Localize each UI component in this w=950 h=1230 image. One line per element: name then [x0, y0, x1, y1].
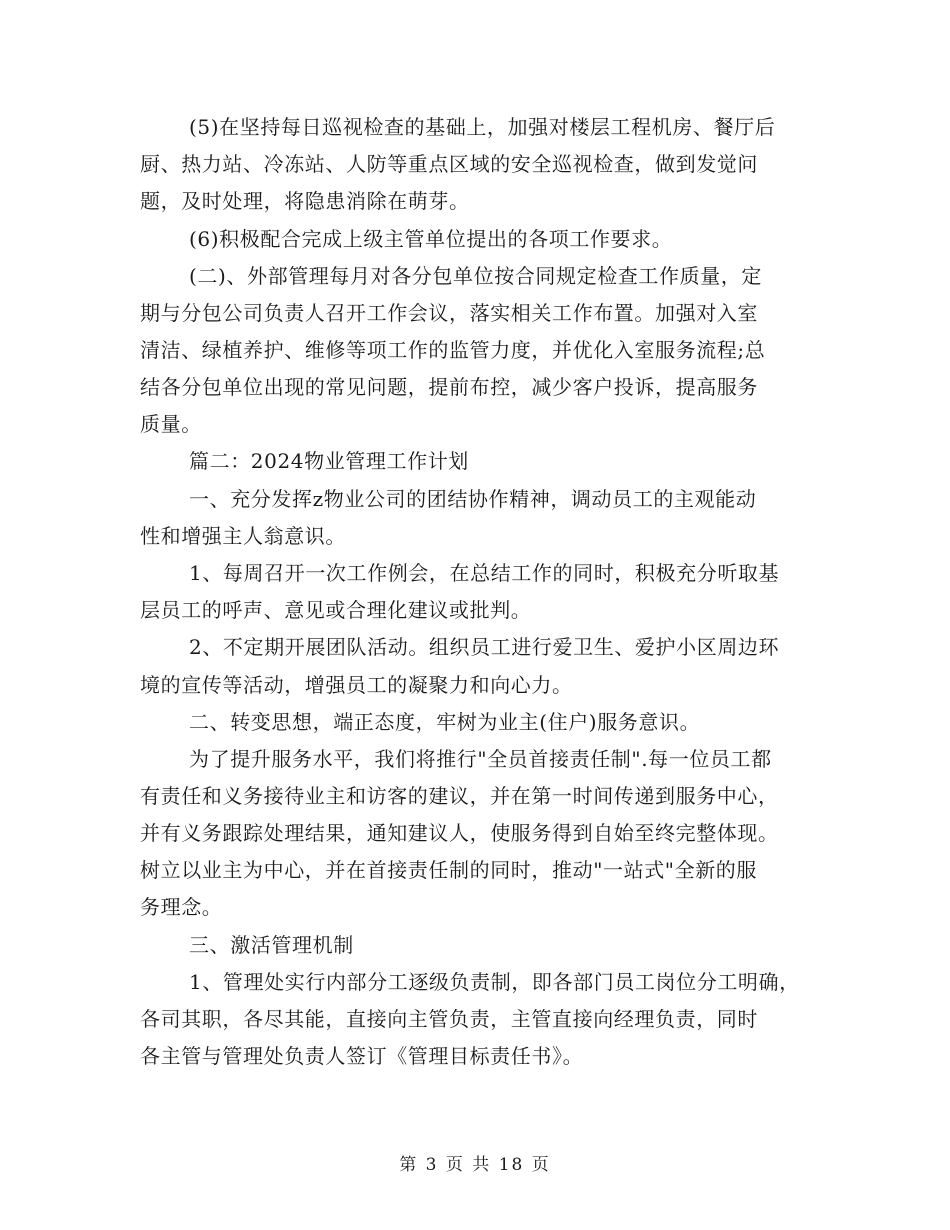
paragraph-5-line-2: 厨、热力站、冷冻站、人防等重点区域的安全巡视检查，做到发觉问	[140, 152, 758, 176]
item-2-line-2: 境的宣传等活动，增强员工的凝聚力和向心力。	[140, 673, 573, 697]
service-paragraph-line-1: 为了提升服务水平，我们将推行"全员首接责任制".每一位员工都	[189, 747, 772, 771]
paragraph-5-line-3: 题，及时处理，将隐患消除在萌芽。	[140, 189, 470, 213]
service-paragraph-line-2: 有责任和义务接待业主和访客的建议，并在第一时间传递到服务中心，	[140, 784, 779, 808]
paragraph-6-line-1: (6)积极配合完成上级主管单位提出的各项工作要求。	[189, 227, 673, 251]
external-mgmt-line-4: 结各分包单位出现的常见问题，提前布控，减少客户投诉，提高服务	[140, 375, 758, 399]
section-heading-part-two: 篇二：2024物业管理工作计划	[189, 449, 469, 473]
service-paragraph-line-3: 并有义务跟踪处理结果，通知建议人，使服务得到自始至终完整体现。	[140, 821, 779, 845]
item-1-line-1: 1、每周召开一次工作例会，在总结工作的同时，积极充分听取基	[189, 561, 780, 585]
point-one-line-2: 性和增强主人翁意识。	[140, 524, 346, 548]
point-two-heading: 二、转变思想，端正态度，牢树为业主(住户)服务意识。	[189, 710, 701, 734]
external-mgmt-line-1: (二)、外部管理每月对各分包单位按合同规定检查工作质量，定	[189, 264, 763, 288]
service-paragraph-line-5: 务理念。	[140, 895, 223, 919]
point-three-heading: 三、激活管理机制	[189, 933, 354, 957]
paragraph-5-line-1: (5)在坚持每日巡视检查的基础上，加强对楼层工程机房、餐厅后	[189, 115, 776, 139]
service-paragraph-line-4: 树立以业主为中心，并在首接责任制的同时，推动"一站式"全新的服	[140, 858, 757, 882]
external-mgmt-line-5: 质量。	[140, 412, 202, 436]
mechanism-item-1-line-1: 1、管理处实行内部分工逐级负责制，即各部门员工岗位分工明确，	[189, 970, 800, 994]
point-one-line-1: 一、充分发挥z物业公司的团结协作精神，调动员工的主观能动	[189, 487, 757, 511]
page-number-footer: 第 3 页 共 18 页	[399, 1155, 551, 1175]
mechanism-item-1-line-3: 各主管与管理处负责人签订《管理目标责任书》。	[140, 1044, 584, 1068]
external-mgmt-line-3: 清洁、绿植养护、维修等项工作的监管力度，并优化入室服务流程;总	[140, 338, 766, 362]
mechanism-item-1-line-2: 各司其职，各尽其能，直接向主管负责，主管直接向经理负责，同时	[140, 1007, 758, 1031]
external-mgmt-line-2: 期与分包公司负责人召开工作会议，落实相关工作布置。加强对入室	[140, 301, 758, 325]
item-2-line-1: 2、不定期开展团队活动。组织员工进行爱卫生、爱护小区周边环	[189, 635, 780, 659]
item-1-line-2: 层员工的呼声、意见或合理化建议或批判。	[140, 598, 532, 622]
